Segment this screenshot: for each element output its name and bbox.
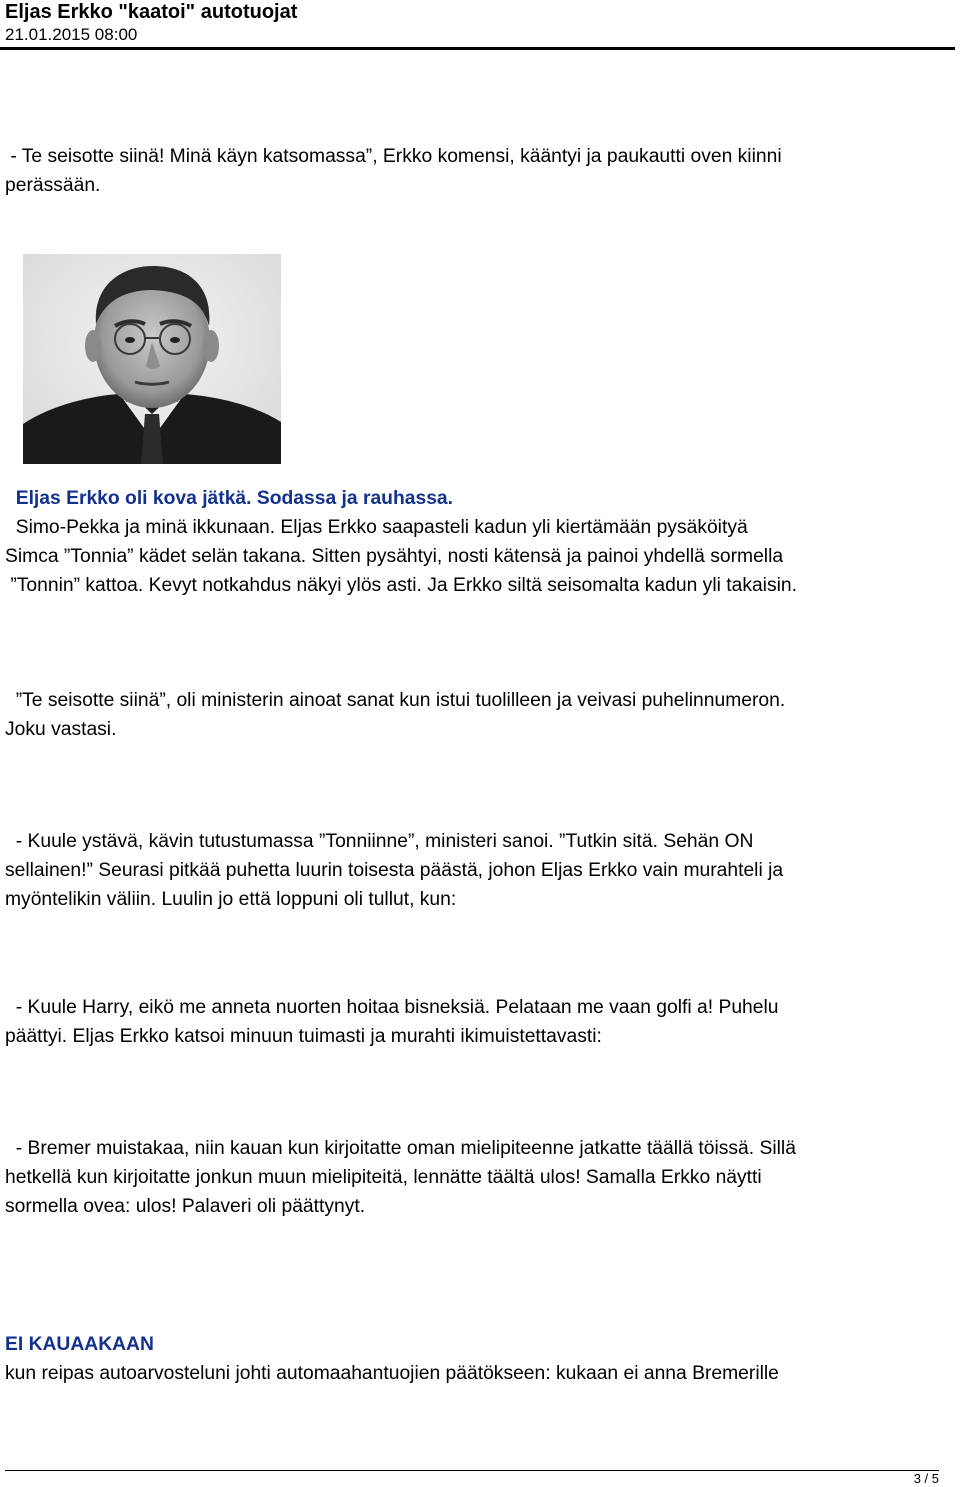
paragraph-line: ”Tonnin” kattoa. Kevyt notkahdus näkyi ylös asti. Ja Erkko siltä seisomalta kadun yli takaisin. (5, 575, 797, 596)
photo-caption: Eljas Erkko oli kova jätkä. Sodassa ja rauhassa. (5, 488, 453, 509)
paragraph-line: - Te seisotte siinä! Minä käyn katsomassa”, Erkko komensi, kääntyi ja paukautti oven kiinni (5, 146, 782, 167)
paragraph-line: Joku vastasi. (5, 719, 117, 740)
paragraph-line: päättyi. Eljas Erkko katsoi minuun tuimasti ja murahti ikimuistettavasti: (5, 1026, 602, 1047)
article-date: 21.01.2015 08:00 (5, 25, 138, 44)
header-divider (0, 47, 955, 50)
page-header (5, 0, 955, 46)
section-heading: EI KAUAAKAAN (5, 1334, 154, 1355)
paragraph-line: sormella ovea: ulos! Palaveri oli päättynyt. (5, 1196, 366, 1217)
paragraph-line: hetkellä kun kirjoitatte jonkun muun mielipiteitä, lennätte täältä ulos! Samalla Erkko näytti (5, 1167, 762, 1188)
paragraph-line: perässään. (5, 175, 101, 196)
paragraph-line: - Kuule Harry, eikö me anneta nuorten hoitaa bisneksiä. Pelataan me vaan golfi a! Puhelu (5, 997, 779, 1018)
paragraph-line: myöntelikin väliin. Luulin jo että loppuni oli tullut, kun: (5, 889, 457, 910)
paragraph-line: - Bremer muistakaa, niin kauan kun kirjoitatte oman mielipiteenne jatkatte täällä töissä. Sillä (5, 1138, 796, 1159)
footer-divider (5, 1470, 939, 1471)
paragraph-line: Simca ”Tonnia” kädet selän takana. Sitten pysähtyi, nosti kätensä ja painoi yhdellä sormella (5, 546, 784, 567)
paragraph-line: sellainen!” Seurasi pitkää puhetta luurin toisesta päästä, johon Eljas Erkko vain murahteli ja (5, 860, 784, 881)
article-title: Eljas Erkko "kaatoi" autotuojat (5, 1, 298, 23)
paragraph-line: Simo-Pekka ja minä ikkunaan. Eljas Erkko saapasteli kadun yli kiertämään pysäköityä (5, 517, 748, 538)
page-number: 3 / 5 (913, 1471, 939, 1486)
portrait-illustration (23, 254, 281, 464)
paragraph-line: - Kuule ystävä, kävin tutustumassa ”Tonniinne”, ministeri sanoi. ”Tutkin sitä. Sehän ON (5, 831, 754, 852)
paragraph-line: kun reipas autoarvosteluni johti automaahantuojien päätökseen: kukaan ei anna Bremerille (5, 1363, 779, 1384)
paragraph-line: ”Te seisotte siinä”, oli ministerin ainoat sanat kun istui tuolilleen ja veivasi puhelinnumeron. (5, 690, 786, 711)
portrait-photo (23, 254, 281, 464)
